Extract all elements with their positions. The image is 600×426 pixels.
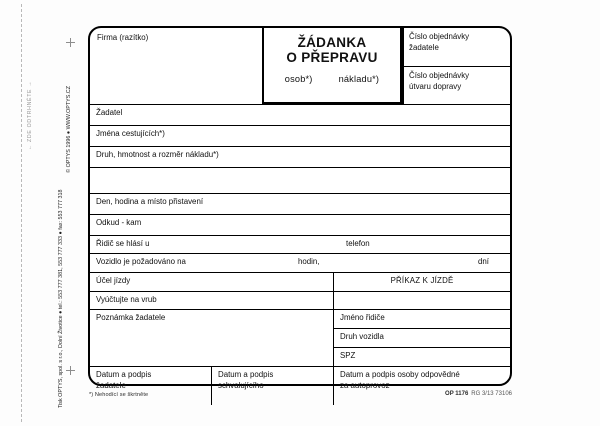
row-vehicle-type[interactable] bbox=[90, 328, 510, 347]
pickup-datetime-label: Den, hodina a místo přistavení bbox=[96, 197, 204, 206]
publisher-imprint bbox=[58, 78, 73, 408]
order-number-transport-label-l1: Číslo objednávky bbox=[409, 71, 470, 80]
licence-plate-label: SPZ bbox=[340, 351, 356, 360]
imprint-copyright-line: © OPTYS 1996 ● WWW.OPTYS.CZ bbox=[65, 86, 72, 173]
row-trip-purpose[interactable] bbox=[90, 272, 510, 291]
signature-requester-field[interactable] bbox=[90, 367, 211, 405]
transport-type-options bbox=[264, 74, 400, 84]
trip-purpose-label: Účel jízdy bbox=[96, 276, 131, 285]
driver-name-label: Jméno řidiče bbox=[340, 313, 385, 322]
vehicle-type-label: Druh vozidla bbox=[340, 332, 384, 341]
row-passenger-names[interactable] bbox=[90, 125, 510, 146]
signature-approver-label-l1: Datum a podpis bbox=[218, 370, 274, 379]
signature-fleet-officer-field[interactable] bbox=[333, 367, 510, 405]
row-vehicle-duration[interactable] bbox=[90, 253, 510, 272]
row-charge-to[interactable] bbox=[90, 291, 510, 309]
option-cargo[interactable]: nákladu*) bbox=[338, 74, 380, 84]
telephone-label: telefon bbox=[346, 239, 370, 248]
form-code-rg: RG 3/13 73106 bbox=[471, 391, 512, 397]
row-requester[interactable] bbox=[90, 104, 510, 125]
row-driver-reports-to[interactable] bbox=[90, 235, 510, 253]
tear-here-label: ← ZDE ODTRHNĚTE → bbox=[27, 80, 33, 150]
form-code bbox=[445, 391, 512, 397]
note-block-divider bbox=[333, 309, 334, 366]
passenger-names-label: Jména cestujících*) bbox=[96, 129, 165, 138]
row-pickup-datetime[interactable] bbox=[90, 193, 510, 214]
company-stamp-label: Firma (razítko) bbox=[97, 33, 149, 42]
days-label: dní bbox=[478, 257, 489, 266]
requester-note-label: Poznámka žadatele bbox=[96, 313, 166, 322]
order-number-requester-label-l1: Číslo objednávky bbox=[409, 32, 470, 41]
footnote-strike-inapplicable: *) Nehodící se škrtněte bbox=[89, 392, 149, 398]
company-stamp-field[interactable] bbox=[90, 28, 262, 104]
row-requester-note[interactable] bbox=[90, 309, 510, 328]
order-number-transport-field[interactable] bbox=[402, 66, 510, 104]
signature-approver-label-l2: schvalujícího bbox=[218, 380, 264, 390]
order-number-requester-label-l2: žadatele bbox=[409, 42, 439, 52]
order-numbers-block bbox=[402, 28, 510, 104]
signature-band bbox=[90, 366, 510, 404]
signature-requester-label-l2: žadatele bbox=[96, 380, 126, 390]
form-title-box bbox=[262, 26, 402, 104]
form-title-line2: O PŘEPRAVU bbox=[286, 50, 378, 65]
vehicle-duration-label: Vozidlo je požadováno na bbox=[96, 257, 186, 266]
driver-reports-to-label: Řidič se hlásí u bbox=[96, 239, 150, 248]
transport-request-form bbox=[88, 26, 512, 390]
signature-fleet-officer-label-l1: Datum a podpis osoby odpovědné bbox=[340, 370, 460, 379]
vehicle-type-field[interactable] bbox=[333, 328, 510, 347]
cargo-spec-label: Druh, hmotnost a rozměr nákladu*) bbox=[96, 150, 219, 159]
form-title-line1: ŽÁDANKA bbox=[297, 35, 367, 50]
charge-to-label: Vyúčtujte na vrub bbox=[96, 295, 157, 304]
travel-order-title: PŘÍKAZ K JÍZDĚ bbox=[333, 273, 510, 292]
from-to-label: Odkud - kam bbox=[96, 218, 142, 227]
crop-mark-icon-top bbox=[66, 38, 75, 47]
row-licence-plate[interactable] bbox=[90, 347, 510, 366]
order-number-transport-label-l2: útvaru dopravy bbox=[409, 81, 462, 91]
licence-plate-field[interactable] bbox=[333, 347, 510, 366]
form-code-op: OP 1176 bbox=[445, 391, 469, 397]
perforation-line bbox=[21, 4, 22, 422]
signature-approver-field[interactable] bbox=[211, 367, 333, 405]
row-from-to[interactable] bbox=[90, 214, 510, 235]
option-persons[interactable]: osob*) bbox=[284, 74, 313, 84]
order-number-requester-field[interactable] bbox=[402, 28, 510, 66]
requester-label: Žadatel bbox=[96, 108, 123, 117]
signature-requester-label-l1: Datum a podpis bbox=[96, 370, 152, 379]
hours-label: hodin, bbox=[298, 257, 320, 266]
header-band bbox=[90, 28, 510, 104]
row-cargo-spec-continuation[interactable] bbox=[90, 167, 510, 193]
imprint-contact-line: Tisk OPTYS, spol. s r.o., Dolní Životice ● tel.: 553 777 381, 553 777 333 ● fax: 553 777 318 bbox=[58, 189, 64, 408]
travel-order-spacer bbox=[333, 292, 510, 310]
driver-name-field[interactable] bbox=[333, 310, 510, 329]
signature-fleet-officer-label-l2: za autoprovoz bbox=[340, 380, 390, 390]
row-cargo-spec[interactable] bbox=[90, 146, 510, 167]
